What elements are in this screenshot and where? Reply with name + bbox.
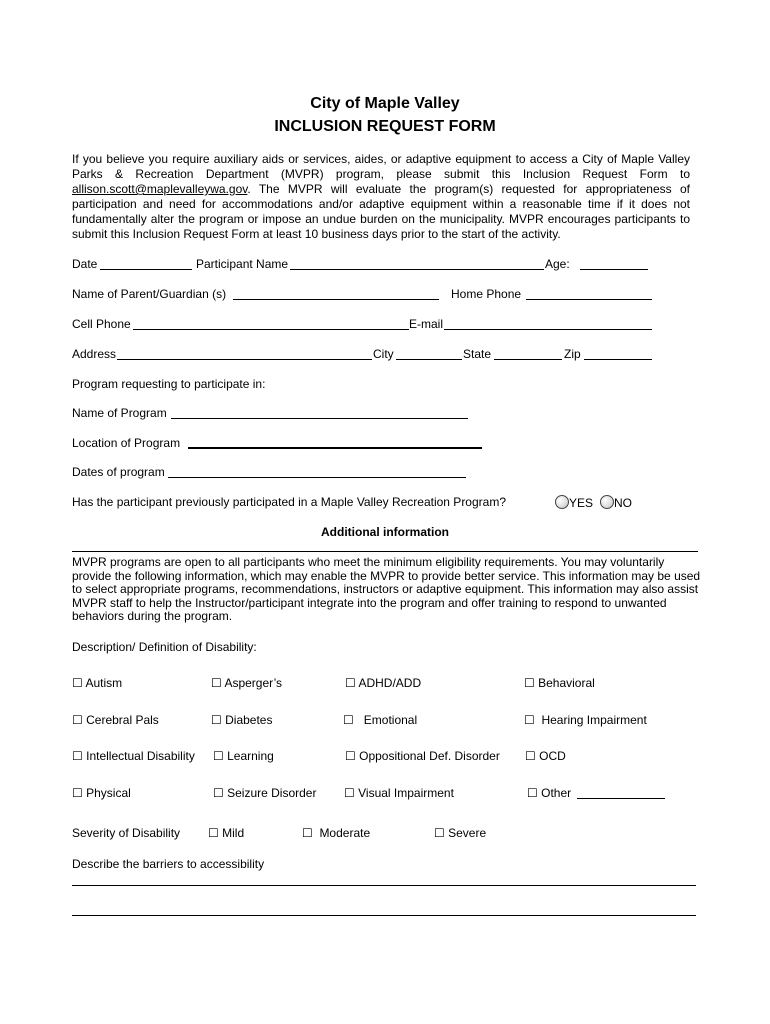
checkbox-icon[interactable]: ☐ [72,786,83,800]
location-of-program-label: Location of Program [72,436,181,450]
checkbox-visual[interactable]: ☐ Visual Impairment [344,786,454,800]
zip-field[interactable] [584,359,652,360]
previously-participated-label: Has the participant previously participated in a Maple Valley Recreation Program? [72,495,506,509]
intro-paragraph: If you believe you require auxiliary aids or services, aides, or adaptive equipment to access a City of Maple Valley Parks & Recreation Department (MVPR) program, please submit this Inclusion Request Form to allison.scott@maplevalleywa.gov. The MVPR will evaluate the program(s) requested for appropriateness of participation and need for accommodations and/or adaptive equipment within a reasonable time if it does not fundamentally alter the program or impose an undue burden on the municipality. MVPR encourages participants to submit this Inclusion Request Form at least 10 business days prior to the start of the activity. [72,152,690,241]
email-field[interactable] [444,329,652,330]
divider [72,551,698,552]
home-phone-label: Home Phone [451,287,522,301]
additional-info-heading: Additional information [321,525,449,539]
participant-name-label: Participant Name [196,257,289,271]
checkbox-icon[interactable]: ☐ [211,676,222,690]
checkbox-icon[interactable]: ☐ [211,713,222,727]
checkbox-aspergers[interactable]: ☐ Asperger’s [211,676,283,690]
name-of-program-label: Name of Program [72,406,167,420]
checkbox-adhd[interactable]: ☐ ADHD/ADD [345,676,422,690]
checkbox-icon[interactable]: ☐ [345,749,356,763]
checkbox-icon[interactable]: ☐ [345,676,356,690]
severity-label: Severity of Disability [72,826,181,840]
checkbox-autism[interactable]: ☐ Autism [72,676,123,690]
state-label: State [463,347,492,361]
checkbox-icon[interactable]: ☐ [343,713,354,727]
program-requesting-label: Program requesting to participate in: [72,377,266,391]
checkbox-icon[interactable]: ☐ [72,713,83,727]
checkbox-emotional[interactable]: ☐ Emotional [343,713,418,727]
form-title: INCLUSION REQUEST FORM [274,118,496,135]
location-of-program-field[interactable] [188,447,482,449]
cell-phone-label: Cell Phone [72,317,131,331]
yes-option[interactable]: YES [555,495,593,510]
date-field[interactable] [100,269,192,270]
city-label: City [373,347,394,361]
checkbox-icon[interactable]: ☐ [525,749,536,763]
checkbox-icon[interactable]: ☐ [344,786,355,800]
barriers-line-1[interactable] [72,885,696,886]
dates-of-program-label: Dates of program [72,465,165,479]
cell-phone-field[interactable] [133,329,409,330]
zip-label: Zip [564,347,581,361]
checkbox-icon[interactable]: ☐ [72,749,83,763]
parent-guardian-field[interactable] [233,299,439,300]
checkbox-other[interactable]: ☐ Other [527,786,572,800]
dates-of-program-field[interactable] [168,477,466,478]
barriers-line-2[interactable] [72,915,696,916]
checkbox-icon[interactable]: ☐ [213,749,224,763]
checkbox-cerebral-palsy[interactable]: ☐ Cerebral Pals [72,713,159,727]
checkbox-mild[interactable]: ☐ Mild [208,826,245,840]
checkbox-seizure[interactable]: ☐ Seizure Disorder [213,786,317,800]
email-link[interactable]: allison.scott@maplevalleywa.gov [72,182,248,196]
checkbox-icon[interactable]: ☐ [434,826,445,840]
checkbox-severe[interactable]: ☐ Severe [434,826,487,840]
checkbox-odd[interactable]: ☐ Oppositional Def. Disorder [345,749,500,763]
yes-radio[interactable] [555,495,569,509]
checkbox-icon[interactable]: ☐ [524,676,535,690]
address-field[interactable] [117,359,372,360]
city-title: City of Maple Valley [310,95,460,112]
other-field[interactable] [577,798,665,799]
description-label: Description/ Definition of Disability: [72,640,257,654]
checkbox-learning[interactable]: ☐ Learning [213,749,274,763]
checkbox-icon[interactable]: ☐ [213,786,224,800]
checkbox-icon[interactable]: ☐ [302,826,313,840]
home-phone-field[interactable] [526,299,652,300]
checkbox-physical[interactable]: ☐ Physical [72,786,131,800]
checkbox-behavioral[interactable]: ☐ Behavioral [524,676,595,690]
checkbox-diabetes[interactable]: ☐ Diabetes [211,713,273,727]
additional-info-paragraph: MVPR programs are open to all participants who meet the minimum eligibility requirements. You may voluntarily provide the following information, which may enable the MVPR to provide better service. This information may be used to select appropriate programs, recommendations, instructors or adaptive equipment. This information may also assist MVPR staff to help the Instructor/participant integrate into the program and offer training to respond to unwanted behaviors during the program. [72,555,701,624]
checkbox-icon[interactable]: ☐ [72,676,83,690]
checkbox-icon[interactable]: ☐ [524,713,535,727]
barriers-label: Describe the barriers to accessibility [72,857,265,871]
city-field[interactable] [396,359,462,360]
age-label: Age: [545,257,570,271]
date-label: Date [72,257,98,271]
name-of-program-field[interactable] [171,418,468,419]
checkbox-hearing[interactable]: ☐ Hearing Impairment [524,713,647,727]
participant-name-field[interactable] [290,269,544,270]
no-radio[interactable] [600,495,614,509]
address-label: Address [72,347,117,361]
state-field[interactable] [494,359,562,360]
no-option[interactable]: NO [600,495,632,510]
checkbox-ocd[interactable]: ☐ OCD [525,749,566,763]
age-field[interactable] [580,269,648,270]
parent-guardian-label: Name of Parent/Guardian (s) [72,287,227,301]
checkbox-icon[interactable]: ☐ [208,826,219,840]
checkbox-moderate[interactable]: ☐ Moderate [302,826,371,840]
checkbox-icon[interactable]: ☐ [527,786,538,800]
checkbox-intellectual[interactable]: ☐ Intellectual Disability [72,749,195,763]
email-label: E-mail [409,317,444,331]
